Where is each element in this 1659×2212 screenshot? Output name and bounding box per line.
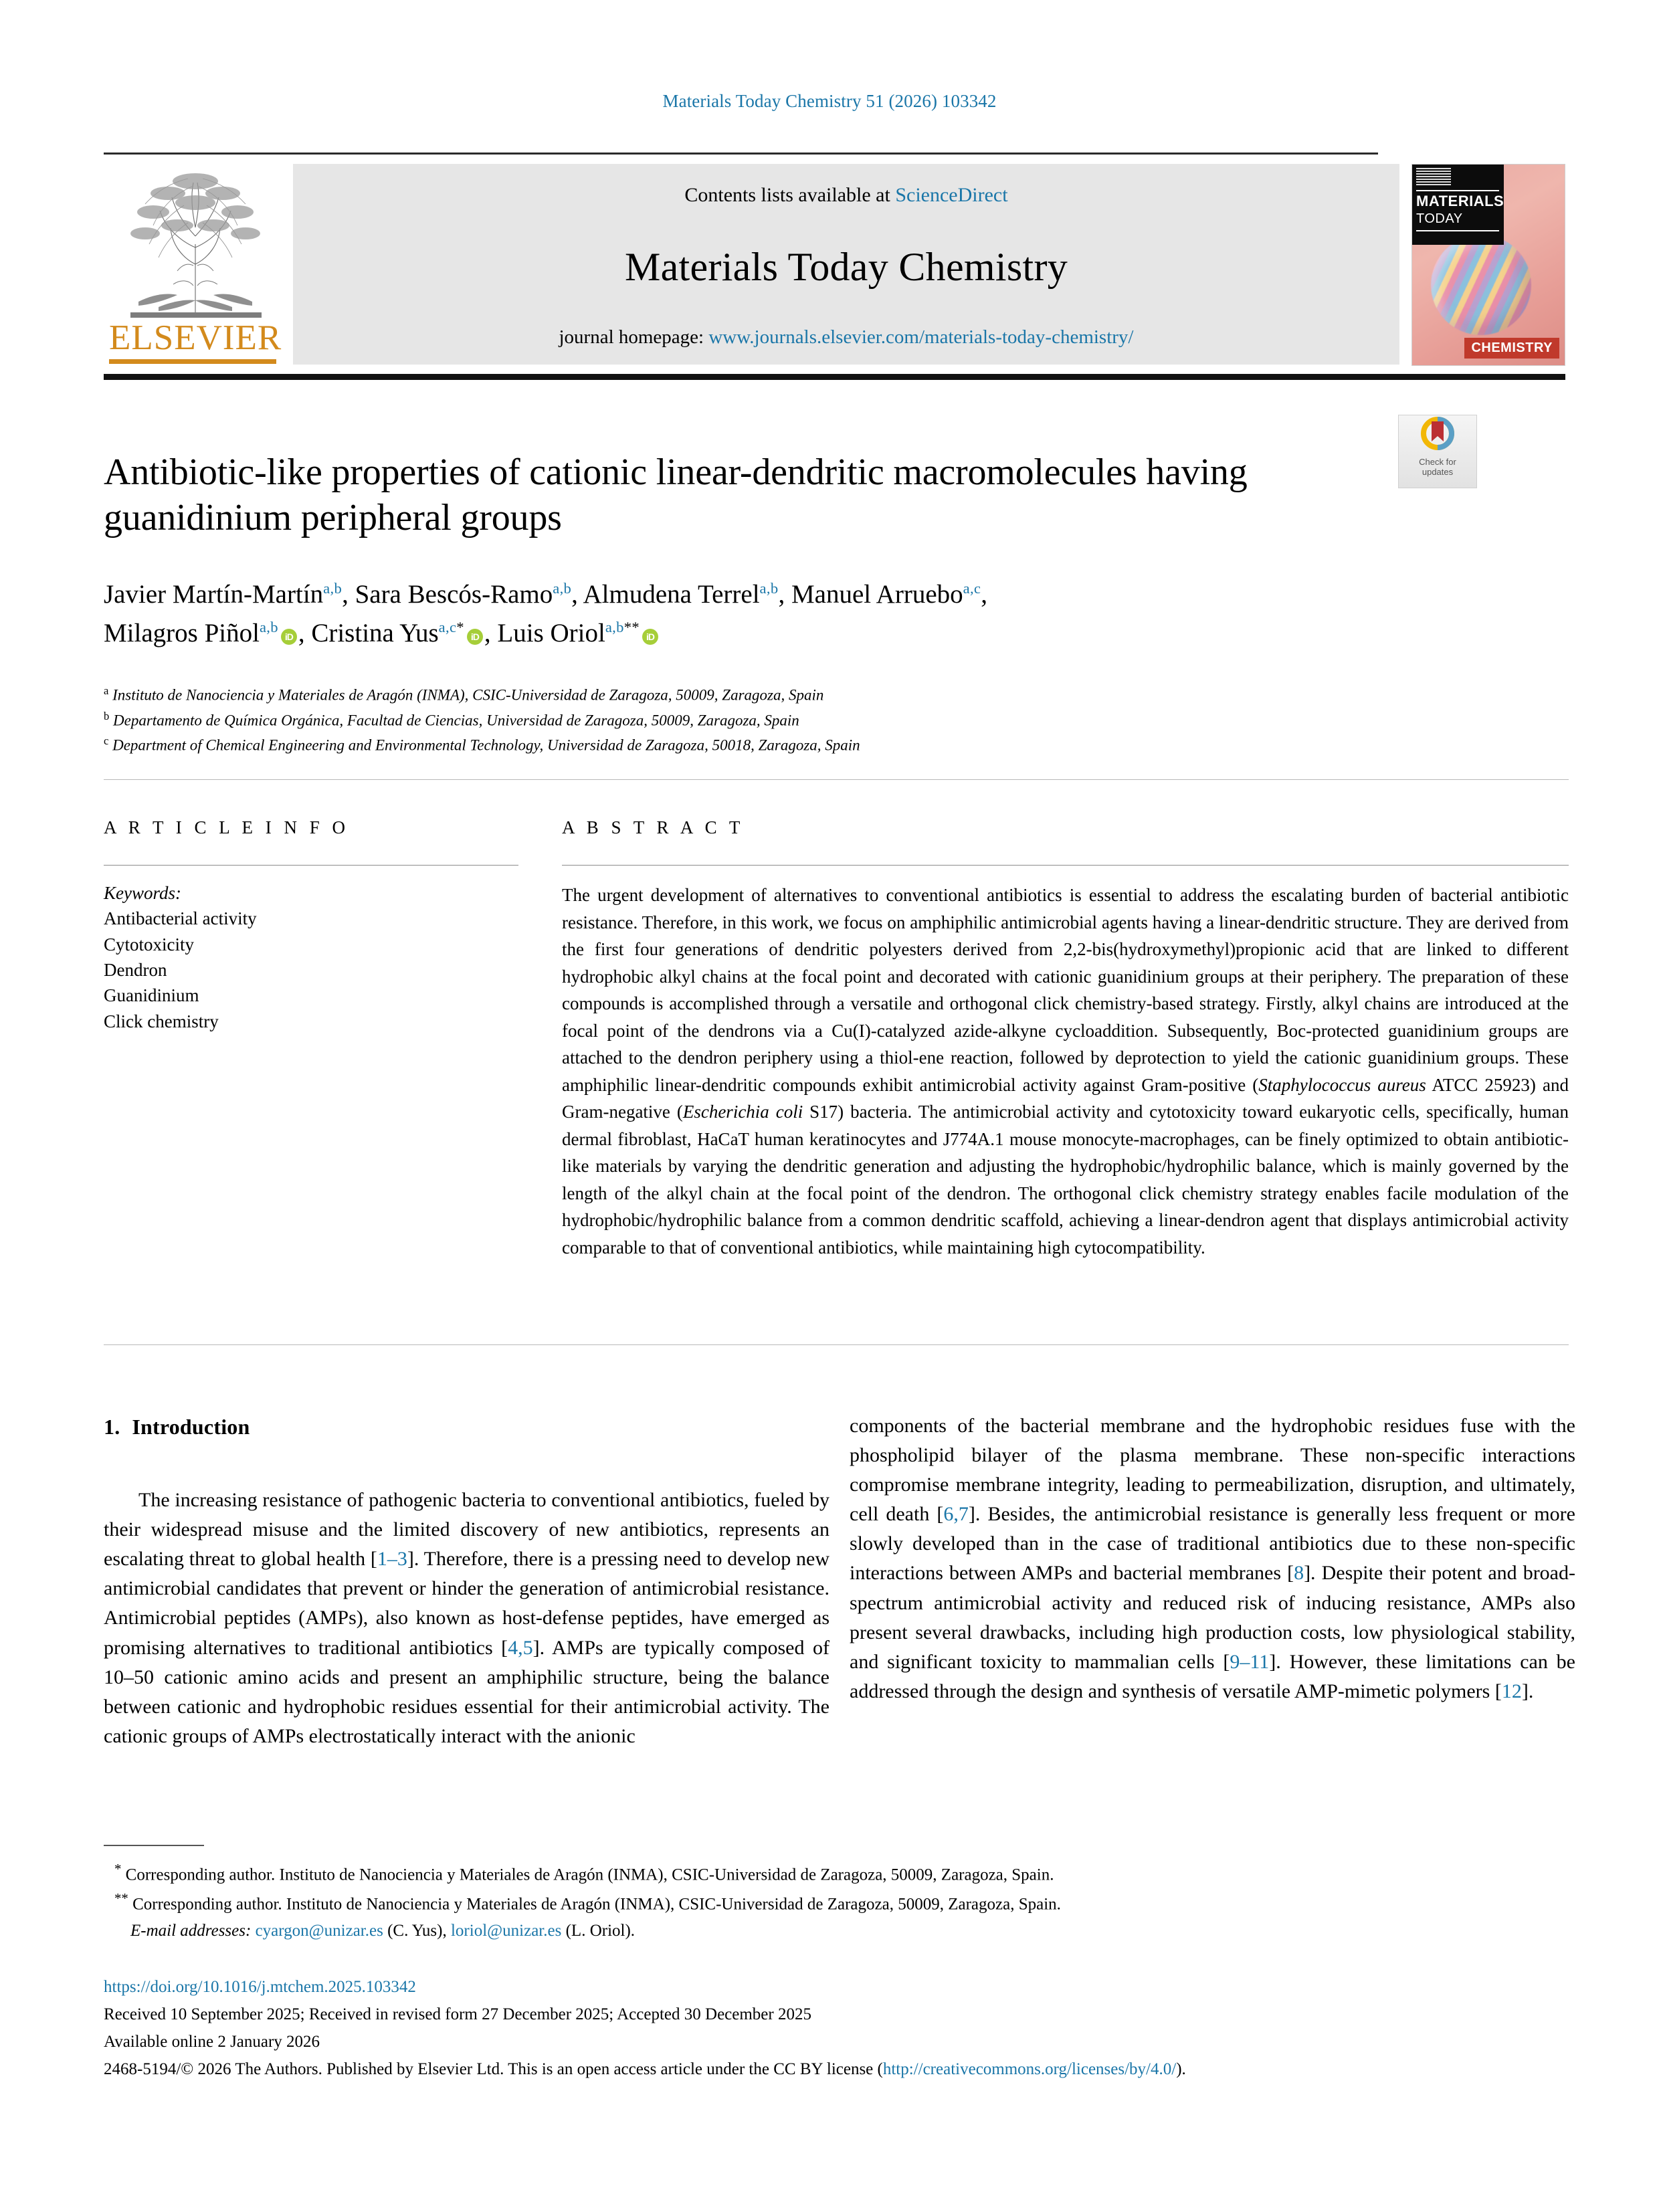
abstract-part-2: ATCC 25923) and Gram-negative ( — [562, 1074, 1569, 1122]
author — [355, 580, 572, 609]
copyright-text-b: ). — [1176, 2060, 1186, 2078]
author-name: Javier Martín-Martín — [104, 580, 324, 609]
abstract-section-top-rule — [104, 779, 1569, 780]
author — [104, 580, 342, 609]
abstract-heading: A B S T R A C T — [562, 817, 745, 837]
intro-text-e: ]. Besides, the antimicrobial resistance is generally less frequent or more slowly developed than in the case of traditional antibiotics due to these non-specific interactions between AMPs and bacterial membranes [ — [850, 1503, 1575, 1585]
citation-ref[interactable]: 4,5 — [508, 1636, 533, 1659]
affiliation-mark: b — [104, 709, 110, 722]
article-info-rule — [104, 865, 518, 866]
affiliation-item — [104, 708, 1375, 733]
sciencedirect-link[interactable]: ScienceDirect — [895, 184, 1008, 206]
homepage-prefix: journal homepage: — [559, 326, 709, 348]
author-name: Milagros Piñol — [104, 618, 260, 647]
article-info-block — [104, 817, 518, 1034]
email-link-2[interactable]: loriol@unizar.es — [450, 1921, 562, 1940]
affiliation-mark: c — [104, 734, 109, 748]
license-link[interactable]: http://creativecommons.org/licenses/by/4.0/ — [882, 2060, 1177, 2078]
abstract-species-1: Staphylococcus aureus — [1258, 1074, 1426, 1095]
cover-brand-top: MATERIALS — [1416, 193, 1504, 209]
affiliation-text: Instituto de Nanociencia y Materiales de Aragón (INMA), CSIC-Universidad de Zaragoza, 50009, Zaragoza, Spain — [112, 686, 824, 704]
citation-ref[interactable]: 8 — [1294, 1562, 1304, 1585]
footnote-mark: ** — [114, 1890, 128, 1907]
article-info-heading: A R T I C L E I N F O — [104, 817, 350, 837]
citation-ref[interactable]: 6,7 — [943, 1503, 969, 1526]
crossmark-line2: updates — [1422, 466, 1454, 477]
author-affil-mark[interactable]: a,c — [438, 618, 457, 635]
elsevier-tree-icon — [118, 164, 272, 319]
footnote-emails — [104, 1918, 1569, 1944]
keyword-item: Dendron — [104, 959, 167, 980]
citation-ref[interactable]: 1–3 — [377, 1548, 407, 1571]
author — [791, 580, 981, 609]
intro-text-f: ]. Despite their potent and broad-spectrum antimicrobial activity and reduced risk of inducing resistance, AMPs also present several drawbacks, including high production costs, low physiological stability, and significant toxicity to mammalian cells [ — [850, 1562, 1575, 1673]
affiliation-item — [104, 682, 1375, 708]
author-affil-mark[interactable]: a,b — [759, 580, 779, 597]
running-head: Materials Today Chemistry 51 (2026) 103342 — [662, 91, 997, 111]
crossmark-label — [1399, 458, 1476, 477]
author-affil-mark[interactable]: a,b — [259, 618, 278, 635]
journal-cover-thumbnail — [1411, 164, 1565, 365]
footnote-text: Corresponding author. Instituto de Nanociencia y Materiales de Aragón (INMA), CSIC-Universidad de Zaragoza, 50009, Zaragoza, Spain. — [132, 1895, 1061, 1914]
footnote-block — [104, 1858, 1569, 1944]
affiliation-mark: a — [104, 684, 109, 697]
copyright-line — [104, 2055, 1569, 2083]
journal-homepage-link[interactable]: www.journals.elsevier.com/materials-today-chemistry/ — [708, 326, 1134, 348]
author-corresponding-mark[interactable]: * — [456, 618, 464, 635]
intro-text-g: ]. However, these limitations can be addressed through the design and synthesis of versatile AMP-mimetic polymers [ — [850, 1650, 1575, 1702]
author-affil-mark[interactable]: a,b — [323, 580, 343, 597]
author — [311, 619, 484, 647]
intro-left-column — [104, 1411, 830, 1751]
author — [583, 580, 779, 609]
keywords-block — [104, 880, 518, 1034]
intro-paragraph-1 — [104, 1486, 830, 1751]
contents-prefix: Contents lists available at — [684, 184, 896, 206]
intro-text-h: ]. — [1521, 1680, 1534, 1702]
abstract-text — [562, 882, 1569, 1261]
author-affil-mark[interactable]: a,b — [553, 580, 572, 597]
keyword-item: Cytotoxicity — [104, 934, 194, 954]
cover-brand-bottom: TODAY — [1416, 211, 1463, 226]
footnote-text: Corresponding author. Instituto de Nanociencia y Materiales de Aragón (INMA), CSIC-Universidad de Zaragoza, 50009, Zaragoza, Spain. — [125, 1866, 1054, 1884]
masthead-center-panel — [293, 164, 1399, 365]
citation-ref[interactable]: 12 — [1501, 1680, 1522, 1702]
intro-paragraph-continued — [850, 1411, 1575, 1706]
crossmark-icon — [1417, 415, 1458, 453]
orcid-icon[interactable]: iD — [281, 629, 297, 645]
author-name: Luis Oriol — [497, 618, 605, 647]
cover-elsevier-icon — [1416, 168, 1451, 185]
publication-footer — [104, 1973, 1569, 2083]
journal-title: Materials Today Chemistry — [624, 245, 1068, 289]
masthead-top-rule — [104, 153, 1378, 155]
page-title: Antibiotic-like properties of cationic linear-dendritic macromolecules having guanidinium peripheral groups — [104, 451, 1248, 539]
author — [497, 619, 660, 647]
masthead-bottom-rule — [104, 374, 1565, 380]
abstract-species-2: Escherichia coli — [682, 1102, 803, 1122]
email-owner-2: (L. Oriol). — [565, 1921, 636, 1940]
author-name: Manuel Arruebo — [791, 580, 963, 609]
footnote-corresponding-1 — [104, 1858, 1569, 1888]
email-link-1[interactable]: cyargon@unizar.es — [255, 1921, 383, 1940]
email-owner-1: (C. Yus), — [387, 1921, 447, 1940]
doi-link[interactable]: https://doi.org/10.1016/j.mtchem.2025.103342 — [104, 1978, 416, 1996]
section-number: 1. — [104, 1415, 120, 1439]
intro-text-d: components of the bacterial membrane and the hydrophobic residues fuse with the phospholipid bilayer of the plasma membrane. These non-specific interactions compromise membrane integrity, leading to permeabilization, disruption, and ultimately, cell death [ — [850, 1415, 1575, 1526]
footnote-rule — [104, 1845, 204, 1846]
journal-homepage-line — [293, 326, 1399, 348]
author-affil-mark[interactable]: a,c — [963, 580, 981, 597]
cover-subject-badge: CHEMISTRY — [1464, 338, 1559, 359]
author-list: Javier Martín-Martín$^{a,b}$, Sara Bescós-Ramo$^{a,b}$, Almudena Terrel$^{a,b}$, Manuel Arruebo$^{a,c}$, Milagros Piñol$^{a,b}$iD , Cristina Yus$^{a,c*}$iD , Luis Oriol$^{a,b**}$iD — [104, 580, 988, 647]
author-name: Sara Bescós-Ramo — [355, 580, 553, 609]
abstract-rule — [562, 865, 1569, 866]
orcid-icon[interactable]: iD — [642, 629, 658, 645]
contents-line — [293, 184, 1399, 207]
footnote-corresponding-2 — [104, 1888, 1569, 1917]
received-dates: Received 10 September 2025; Received in revised form 27 December 2025; Accepted 30 December 2025 — [104, 2005, 811, 2023]
intro-text-c: ]. AMPs are typically composed of 10–50 cationic amino acids and present an amphiphilic structure, being the balance between cationic and hydrophobic residues essential for their antimicrobial activity. The cationic groups of AMPs electrostatically interact with the anionic — [104, 1636, 830, 1747]
available-online: Available online 2 January 2026 — [104, 2033, 320, 2051]
affiliation-text: Department of Chemical Engineering and Environmental Technology, Universidad de Zaragoza, 50018, Zaragoza, Spain — [112, 736, 860, 754]
section-title: Introduction — [132, 1415, 250, 1439]
orcid-icon[interactable]: iD — [467, 629, 483, 645]
abstract-block — [562, 817, 1569, 1261]
footnote-mark: * — [114, 1861, 122, 1877]
affiliation-list — [104, 682, 1375, 758]
crossmark-badge[interactable] — [1398, 415, 1477, 488]
citation-ref[interactable]: 9–11 — [1230, 1650, 1270, 1673]
journal-masthead — [104, 153, 1565, 380]
keyword-item: Guanidinium — [104, 985, 199, 1006]
keyword-item: Click chemistry — [104, 1011, 219, 1031]
cover-sphere-graphic — [1431, 235, 1531, 335]
author — [104, 619, 298, 647]
intro-text-a: The increasing resistance of pathogenic bacteria to conventional antibiotics, fueled by their widespread misuse and the limited discovery of new antibiotics, represents an escalating threat to global health [ — [104, 1489, 830, 1571]
author-name: Almudena Terrel — [583, 580, 760, 609]
elsevier-underline — [109, 359, 276, 364]
abstract-part-3: S17) bacteria. The antimicrobial activity and cytotoxicity toward eukaryotic cells, specifically, human dermal fibroblast, HaCaT human keratinocytes and J774A.1 mouse monocyte-macrophages, can be finely optimized to obtain antibiotic-like materials by varying the dendritic generation and adjusting the hydrophobic/hydrophilic balance, which is mainly governed by the length of the alkyl chain at the focal point of the dendron. The orthogonal click chemistry strategy enables facile modulation of the hydrophobic/hydrophilic balance from a common dendritic scaffold, achieving a linear-dendron agent that displays antimicrobial activity comparable to that of conventional antibiotics, while maintaining high cytocompatibility. — [562, 1102, 1569, 1258]
elsevier-wordmark: ELSEVIER — [109, 318, 282, 357]
intro-text-b: ]. Therefore, there is a pressing need to develop new antimicrobial candidates that prevent or hinder the generation of antimicrobial resistance. Antimicrobial peptides (AMPs), also known as host-defense peptides, have emerged as promising alternatives to traditional antibiotics [ — [104, 1548, 830, 1659]
affiliation-text: Departamento de Química Orgánica, Facultad de Ciencias, Universidad de Zaragoza, 50009, Zaragoza, Spain — [113, 712, 799, 729]
section-heading-introduction — [104, 1411, 830, 1443]
author-affil-mark[interactable]: a,b — [605, 618, 624, 635]
elsevier-logo — [104, 164, 281, 365]
author-name: Cristina Yus — [311, 618, 439, 647]
keyword-item: Antibacterial activity — [104, 908, 257, 929]
keywords-label: Keywords: — [104, 883, 181, 903]
copyright-text-a: 2468-5194/© 2026 The Authors. Published by Elsevier Ltd. This is an open access article under the CC BY license ( — [104, 2060, 883, 2078]
abstract-bottom-rule — [104, 1344, 1569, 1345]
abstract-part-1: The urgent development of alternatives to conventional antibiotics is essential to address the escalating burden of bacterial antibiotic resistance. Therefore, in this work, we focus on amphiphilic antimicrobial agents having a linear-dendritic structure. They are derived from the first four generations of dendritic polyesters derived from 2,2-bis(hydroxymethyl)propionic acid that are linked to different hydrophobic alkyl chains at the focal point and decorated with cationic guanidinium groups at their periphery. The preparation of these compounds is accomplished through a versatile and orthogonal click chemistry-based strategy. Firstly, alkyl chains are introduced at the focal point of the dendrons via a Cu(I)-catalyzed azide-alkyne cycloaddition. Subsequently, Boc-protected guanidinium groups are attached to the dendron periphery using a thiol-ene reaction, followed by deprotection to yield the cationic guanidinium groups. These amphiphilic linear-dendritic compounds exhibit antimicrobial activity against Gram-positive ( — [562, 885, 1569, 1095]
affiliation-item — [104, 732, 1375, 758]
author-corresponding-mark[interactable]: ** — [623, 618, 640, 635]
crossmark-line1: Check for — [1419, 457, 1456, 467]
intro-right-column — [850, 1411, 1575, 1706]
email-label: E-mail addresses: — [130, 1921, 252, 1940]
